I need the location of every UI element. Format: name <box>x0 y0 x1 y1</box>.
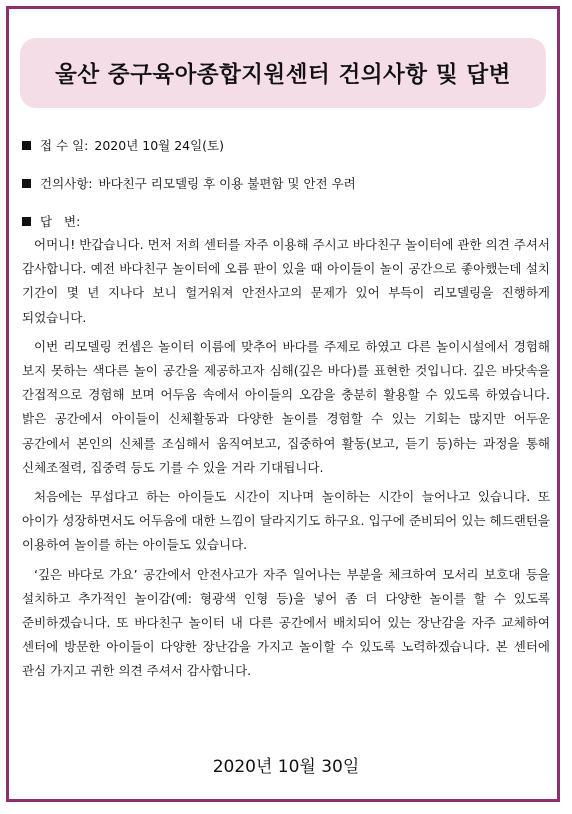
received-date-label: 접 수 일: <box>40 138 89 153</box>
received-date-row <box>22 136 224 154</box>
page-title: 울산 중구육아종합지원센터 건의사항 및 답변 <box>55 62 511 88</box>
bullet-square-icon <box>22 141 31 150</box>
reply-date: 2020년 10월 30일 <box>212 757 360 777</box>
answer-body <box>22 233 550 689</box>
suggestion-topic-value: 바다친구 리모델링 후 이용 불편함 및 안전 우려 <box>98 176 356 191</box>
received-date-value: 2020년 10월 24일(토) <box>94 138 225 153</box>
answer-paragraph: ‘깊은 바다로 가요’ 공간에서 안전사고가 자주 일어나는 부분을 체크하여 모서리 보호대 등을 설치하고 추가적인 놀이감(예: 형광색 인형 등)을 넣어 좀 더 다양한 놀이를 할 수 있도록 준비하겠습니다. 또 바다친구 놀이터 내 다른 공간에서 배치되어 있는 장난감을 자주 교체하여 센터에 방문한 아이들이 다양한 장난감을 가지고 놀이할 수 있도록 노력하겠습니다. 본 센터에 관심 가지고 귀한 의견 주셔서 감사합니다. <box>22 566 550 679</box>
answer-paragraph: 처음에는 무섭다고 하는 아이들도 시간이 지나며 놀이하는 시간이 늘어나고 있습니다. 또 아이가 성장하면서도 어두움에 대한 느낌이 달라지기도 하구요. 입구에 준비되어 있는 헤드랜턴을 이용하여 놀이를 하는 아이들도 있습니다. <box>22 489 550 553</box>
answer-label: 답 변: <box>40 214 81 229</box>
answer-paragraph: 이번 리모델링 컨셉은 놀이터 이름에 맞추어 바다를 주제로 하였고 다른 놀이시설에서 경험해 보지 못하는 색다른 놀이 공간을 제공하고자 심해(깊은 바다)를 표현한 것입니다. 깊은 바닷속을 간접적으로 경험해 보며 어두움 속에서 아이들의 오감을 충분히 활용할 수 있도록 하였습니다. 밝은 공간에서 아이들이 신체활동과 다양한 놀이를 경험할 수 있는 기회는 많지만 어두운 공간에서 본인의 신체를 조심해서 움직여보고, 집중하여 활동(보고, 듣기 등)하는 과정을 통해 신체조절력, 집중력 등도 기를 수 있을 거라 기대됩니다. <box>22 338 550 475</box>
suggestion-topic-label: 건의사항: <box>40 176 93 191</box>
answer-heading-row <box>22 212 86 230</box>
suggestion-topic-row <box>22 174 356 192</box>
bullet-square-icon <box>22 217 31 226</box>
bullet-square-icon <box>22 179 31 188</box>
answer-paragraph: 어머니! 반갑습니다. 먼저 저희 센터를 자주 이용해 주시고 바다친구 놀이터에 관한 의견 주셔서 감사합니다. 예전 바다친구 놀이터에 오름 판이 있을 때 아이들이 놀이 공간으로 좋아했는데 설치 기간이 몇 년 지나다 보니 헐거워져 안전사고의 문제가 있어 부득이 리모델링을 진행하게 되었습니다. <box>22 237 550 325</box>
title-banner <box>20 38 546 108</box>
